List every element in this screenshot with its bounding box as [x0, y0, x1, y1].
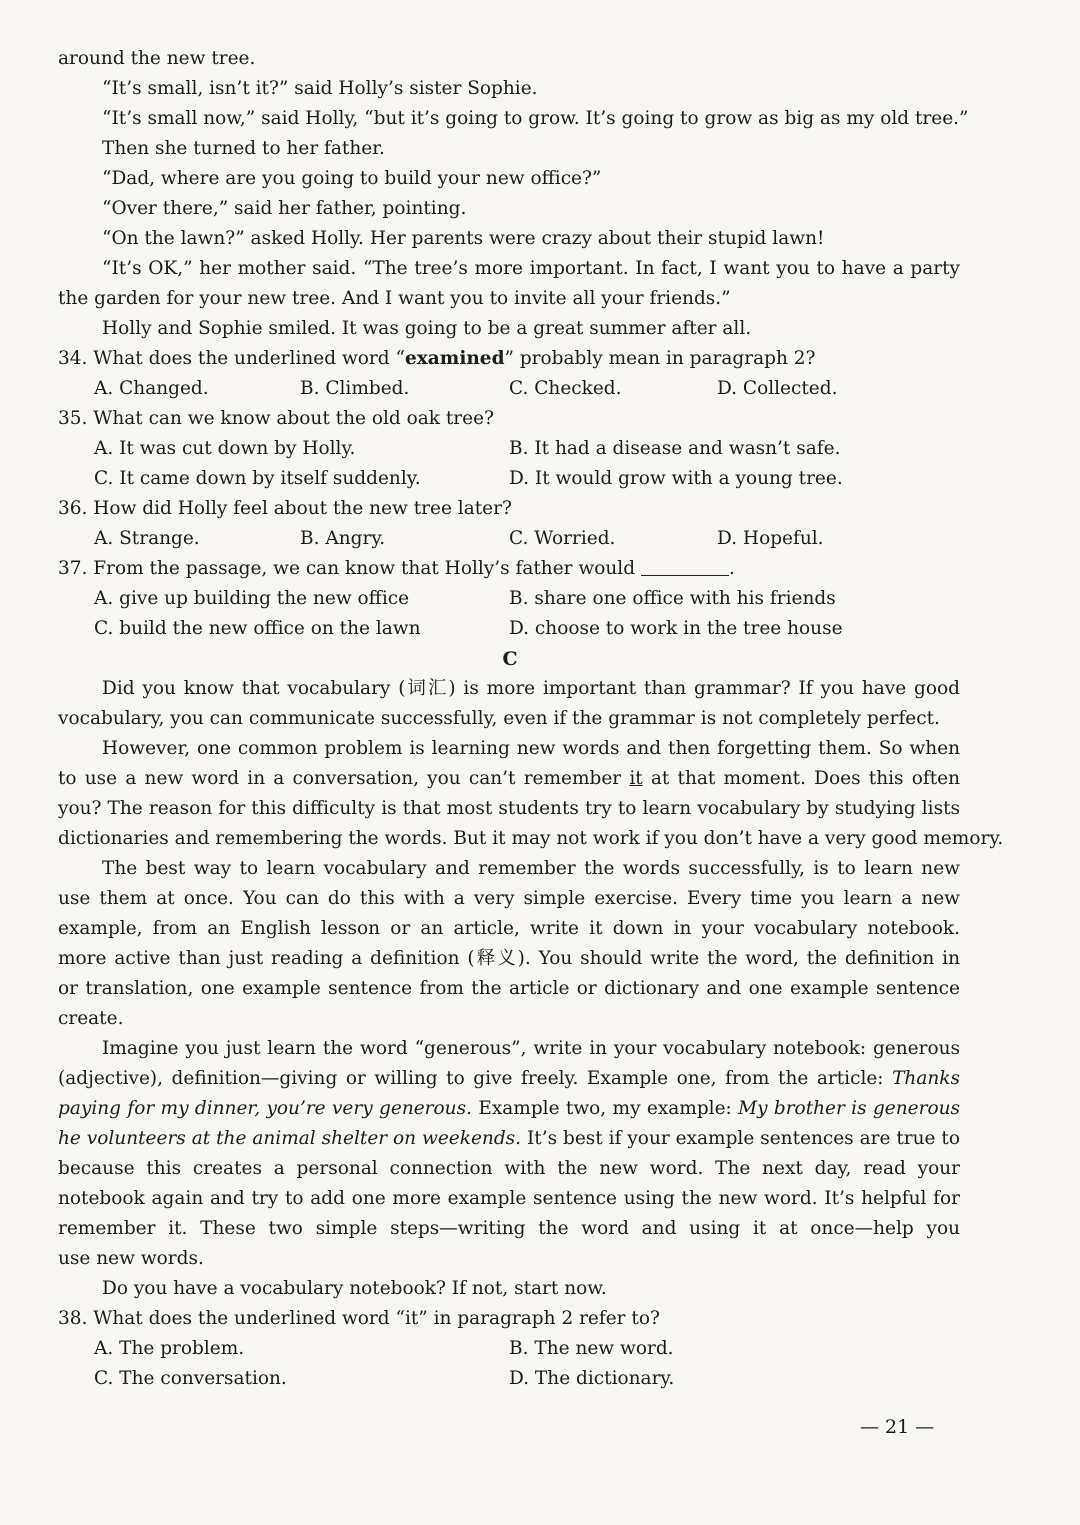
q34-option-c: C. Checked. — [509, 378, 622, 399]
passage-line: Do you have a vocabulary notebook? If not, start now. — [102, 1278, 607, 1299]
story-line: “Over there,” said her father, pointing. — [102, 198, 467, 219]
example-sentence: paying for my dinner, you’re very generous. — [58, 1098, 472, 1119]
example-sentence: My brother is generous — [738, 1098, 960, 1119]
q34-option-d: D. Collected. — [717, 378, 838, 399]
q38-option-d: D. The dictionary. — [509, 1368, 675, 1389]
passage-line: However, one common problem is learning new words and then forgetting them. So when — [102, 738, 960, 759]
passage-text: Example two, my example: — [471, 1098, 739, 1119]
passage-line: create. — [58, 1008, 124, 1029]
passage-text: to use a new word in a conversation, you can’t remember — [58, 768, 630, 789]
question-38: 38. What does the underlined word “it” in paragraph 2 refer to? — [58, 1308, 660, 1329]
passage-line: use new words. — [58, 1248, 204, 1269]
story-line: “On the lawn?” asked Holly. Her parents were crazy about their stupid lawn! — [102, 228, 825, 249]
answer-blank — [641, 555, 729, 576]
passage-text: (adjective), definition—giving or willing to give freely. Example one, from the article: — [58, 1068, 893, 1089]
q35-option-d: D. It would grow with a young tree. — [509, 468, 843, 489]
question-37-period: . — [728, 558, 735, 579]
passage-line: vocabulary, you can communicate successfully, even if the grammar is not completely perfect. — [58, 708, 940, 729]
story-line: “Dad, where are you going to build your new office?” — [102, 168, 602, 189]
passage-line: use them at once. You can do this with a very simple exercise. Every time you learn a new — [58, 888, 960, 909]
page-number: — 21 — — [860, 1416, 935, 1438]
q35-option-a: A. It was cut down by Holly. — [94, 438, 356, 459]
q34-option-a: A. Changed. — [94, 378, 209, 399]
passage-text: It’s best if your example sentences are true to — [526, 1128, 960, 1149]
story-line: Then she turned to her father. — [102, 138, 385, 159]
question-34-stem-end: ” probably mean in paragraph 2? — [504, 348, 816, 369]
underlined-word-it: it — [629, 768, 643, 789]
underlined-word-examined: examined — [404, 348, 505, 369]
q38-option-a: A. The problem. — [94, 1338, 245, 1359]
q37-option-c: C. build the new office on the lawn — [94, 618, 421, 639]
story-line: “It’s OK,” her mother said. “The tree’s more important. In fact, I want you to have a party — [102, 258, 960, 279]
q36-option-b: B. Angry. — [300, 528, 386, 549]
passage-text: at that moment. Does this often — [650, 768, 960, 789]
q35-option-b: B. It had a disease and wasn’t safe. — [509, 438, 841, 459]
question-35: 35. What can we know about the old oak tree? — [58, 408, 494, 429]
q36-option-d: D. Hopeful. — [717, 528, 824, 549]
question-36: 36. How did Holly feel about the new tree later? — [58, 498, 512, 519]
story-line: “It’s small now,” said Holly, “but it’s going to grow. It’s going to grow as big as my old tree.” — [102, 108, 969, 129]
passage-line: dictionaries and remembering the words. But it may not work if you don’t have a very good memory. — [58, 828, 1004, 849]
passage-line: remember it. These two simple steps—writing the word and using it at once—help you — [58, 1218, 960, 1239]
q37-option-b: B. share one office with his friends — [509, 588, 836, 609]
passage-line: you? The reason for this difficulty is that most students try to learn vocabulary by studying lists — [58, 798, 960, 819]
passage-line: notebook again and try to add one more example sentence using the new word. It’s helpful for — [58, 1188, 960, 1209]
q38-option-c: C. The conversation. — [94, 1368, 287, 1389]
story-line: Holly and Sophie smiled. It was going to be a great summer after all. — [102, 318, 752, 339]
passage-line: The best way to learn vocabulary and remember the words successfully, is to learn new — [102, 858, 960, 879]
story-line: around the new tree. — [58, 48, 256, 69]
passage-line: more active than just reading a definition (释义). You should write the word, the definition in — [58, 948, 960, 969]
q38-option-b: B. The new word. — [509, 1338, 674, 1359]
example-sentence: he volunteers at the animal shelter on weekends. — [58, 1128, 522, 1149]
q37-option-d: D. choose to work in the tree house — [509, 618, 843, 639]
passage-line: Did you know that vocabulary (词汇) is more important than grammar? If you have good — [102, 678, 960, 699]
question-37-stem: 37. From the passage, we can know that Holly’s father would — [58, 558, 636, 579]
question-34-stem-start: 34. What does the underlined word “ — [58, 348, 405, 369]
q36-option-c: C. Worried. — [509, 528, 616, 549]
question-34 — [58, 344, 960, 374]
q35-option-c: C. It came down by itself suddenly. — [94, 468, 421, 489]
passage-line — [58, 1064, 960, 1094]
q37-option-a: A. give up building the new office — [94, 588, 410, 609]
passage-line: because this creates a personal connection with the new word. The next day, read your — [58, 1158, 960, 1179]
passage-line — [58, 764, 960, 794]
example-sentence: Thanks — [892, 1068, 960, 1089]
story-line: the garden for your new tree. And I want you to invite all your friends.” — [58, 288, 731, 309]
passage-line — [58, 1094, 960, 1124]
story-line: “It’s small, isn’t it?” said Holly’s sister Sophie. — [102, 78, 538, 99]
question-37 — [58, 554, 960, 584]
section-c-heading: C — [502, 648, 518, 670]
passage-line: example, from an English lesson or an article, write it down in your vocabulary notebook. — [58, 918, 960, 939]
q34-option-b: B. Climbed. — [300, 378, 410, 399]
passage-line: or translation, one example sentence from the article or dictionary and one example sentence — [58, 978, 960, 999]
passage-line: Imagine you just learn the word “generous”, write in your vocabulary notebook: generous — [102, 1038, 960, 1059]
passage-line — [58, 1124, 960, 1154]
q36-option-a: A. Strange. — [94, 528, 200, 549]
